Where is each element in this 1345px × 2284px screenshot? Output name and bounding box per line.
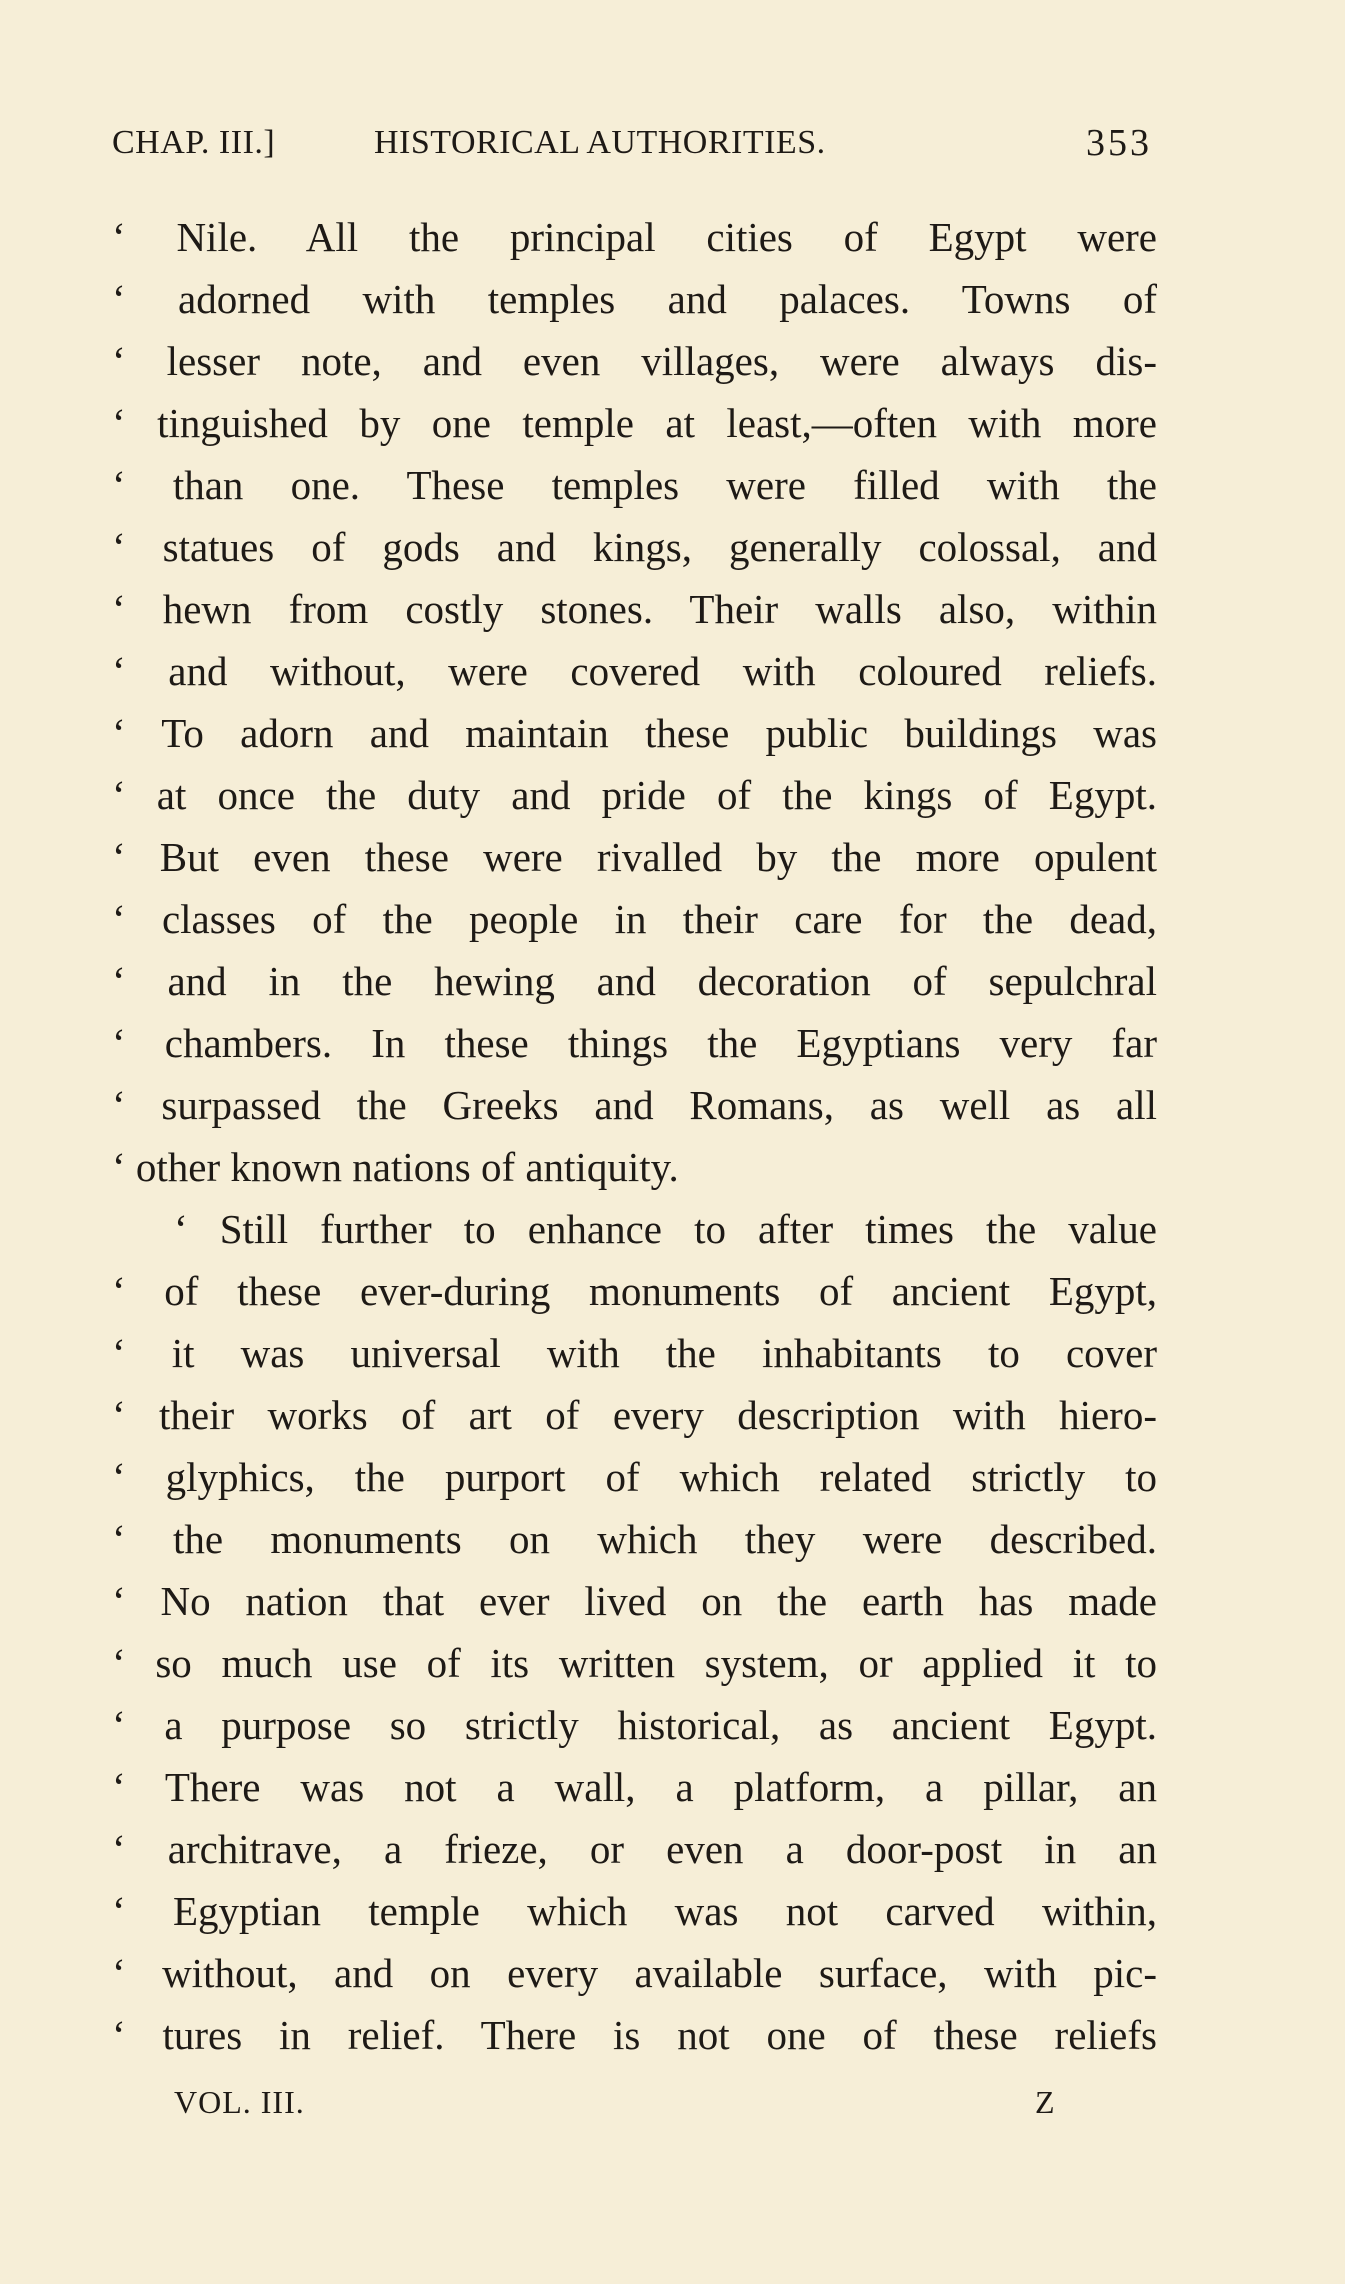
text-line: ‘ architrave, a frieze, or even a door-post in an — [112, 1826, 1157, 1872]
text-line: ‘ Still further to enhance to after times the value — [174, 1206, 1157, 1252]
text-line: ‘ chambers. In these things the Egyptians very far — [112, 1020, 1157, 1066]
text-line: ‘ a purpose so strictly historical, as ancient Egypt. — [112, 1702, 1157, 1748]
page-footer — [174, 2077, 1074, 2127]
chapter-label: CHAP. III.] — [112, 124, 276, 161]
volume-label: VOL. III. — [174, 2084, 305, 2120]
text-line: ‘ There was not a wall, a platform, a pillar, an — [112, 1764, 1157, 1810]
text-line: ‘ and without, were covered with coloured reliefs. — [112, 648, 1157, 694]
text-line: ‘ Nile. All the principal cities of Egypt were — [112, 214, 1157, 260]
body-text — [112, 206, 1157, 2066]
text-line: ‘ at once the duty and pride of the kings of Egypt. — [112, 772, 1157, 818]
text-line: ‘ adorned with temples and palaces. Towns of — [112, 276, 1157, 322]
page-number: 353 — [1086, 122, 1152, 164]
text-line: ‘ classes of the people in their care for the dead, — [112, 896, 1157, 942]
text-line: ‘ and in the hewing and decoration of sepulchral — [112, 958, 1157, 1004]
text-line: ‘ But even these were rivalled by the more opulent — [112, 834, 1157, 880]
text-line: ‘ To adorn and maintain these public buildings was — [112, 710, 1157, 756]
text-line: ‘ surpassed the Greeks and Romans, as well as all — [112, 1082, 1157, 1128]
text-line: ‘ glyphics, the purport of which related strictly to — [112, 1454, 1157, 1500]
text-line: ‘ statues of gods and kings, generally colossal, and — [112, 524, 1157, 570]
text-line: ‘ than one. These temples were filled with the — [112, 462, 1157, 508]
text-line: ‘ tures in relief. There is not one of these reliefs — [112, 2012, 1157, 2058]
running-head — [112, 118, 1152, 168]
text-line: ‘ Egyptian temple which was not carved within, — [112, 1888, 1157, 1934]
text-line: ‘ it was universal with the inhabitants to cover — [112, 1330, 1157, 1376]
text-line: ‘ of these ever-during monuments of ancient Egypt, — [112, 1268, 1157, 1314]
text-line: ‘ No nation that ever lived on the earth has made — [112, 1578, 1157, 1624]
text-line: ‘ the monuments on which they were described. — [112, 1516, 1157, 1562]
text-line: ‘ so much use of its written system, or applied it to — [112, 1640, 1157, 1686]
text-line: ‘ without, and on every available surface, with pic- — [112, 1950, 1157, 1996]
signature-mark: Z — [1035, 2084, 1056, 2120]
text-line: ‘ other known nations of antiquity. — [112, 1144, 679, 1190]
text-line: ‘ their works of art of every description with hiero- — [112, 1392, 1157, 1438]
text-line: ‘ lesser note, and even villages, were always dis- — [112, 338, 1157, 384]
running-title: HISTORICAL AUTHORITIES. — [374, 124, 826, 161]
text-line: ‘ tinguished by one temple at least,—often with more — [112, 400, 1157, 446]
text-line: ‘ hewn from costly stones. Their walls also, within — [112, 586, 1157, 632]
